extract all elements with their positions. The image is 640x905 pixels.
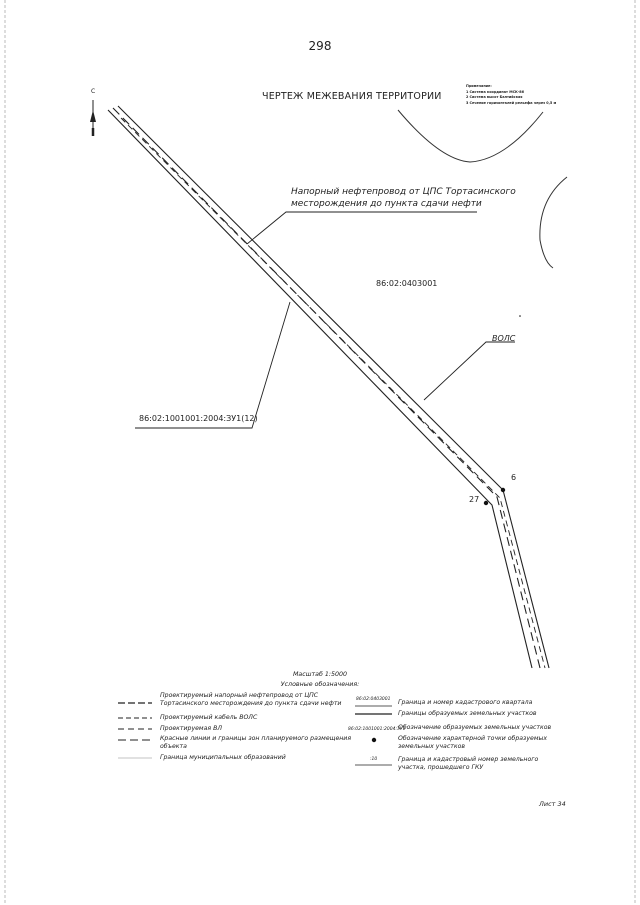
- legend-sample-parcel: 86:02:1001001:2004:ЗУ1: [348, 727, 406, 732]
- legend-item-gku-text2: участка, прошедшего ГКУ: [398, 763, 484, 771]
- pipeline-label-line2: месторождения до пункта сдачи нефти: [291, 199, 482, 209]
- notes-heading: Примечание:: [466, 84, 492, 88]
- legend-sym-point: [372, 738, 376, 742]
- legend-item-gku: [398, 756, 538, 771]
- pipeline-label: [291, 186, 516, 210]
- legend-item-point-text2: земельных участков: [398, 742, 466, 750]
- small-dot: [519, 315, 521, 317]
- north-letter: С: [91, 88, 96, 95]
- north-arrow-head: [90, 110, 96, 122]
- cable-leader: [424, 342, 515, 400]
- legend-item-red-lines-text1: Красные линии и границы зон планируемого размещения: [160, 735, 352, 742]
- legend-item-pipeline: [160, 692, 341, 707]
- municipal-boundary-curve-1: [398, 110, 543, 162]
- parcel-leader: [135, 302, 290, 428]
- legend-item-red-lines: [160, 735, 351, 750]
- note-3: 3 Сечение горизонталей рельефа через 0,5 м: [466, 100, 557, 105]
- legend-item-red-lines-text2: объекта: [160, 742, 187, 750]
- legend-heading: Условные обозначения:: [280, 681, 360, 688]
- point-6-label: 6: [511, 473, 517, 482]
- pipeline-label-line1: Напорный нефтепровод от ЦПС Тортасинского: [291, 187, 516, 197]
- legend-item-municipal: Граница муниципальных образований: [160, 754, 286, 761]
- legend-item-point: [398, 735, 547, 750]
- parcel-label: 86:02:1001001:2004:ЗУ1(12): [139, 414, 258, 423]
- legend-sample-quarter: 86:02:0403001: [356, 697, 391, 702]
- boundary-point-6: [501, 488, 505, 492]
- legend-item-pipeline-text1: Проектируемый напорный нефтепровод от ЦПС: [160, 692, 319, 699]
- legend-item-gku-text1: Граница и кадастровый номер земельного: [398, 756, 539, 763]
- note-2: 2 Система высот Балтийская: [466, 95, 523, 100]
- legend-item-vl: Проектируемая ВЛ: [160, 725, 222, 732]
- note-1: 1 Система координат МСК-86: [466, 89, 524, 94]
- pipeline-leader: [247, 212, 477, 244]
- boundary-point-27: [484, 501, 488, 505]
- point-27-label: 27: [469, 495, 480, 504]
- legend-item-quarter: Граница и номер кадастрового квартала: [398, 699, 533, 706]
- sheet-label: Лист 34: [539, 800, 566, 808]
- drawing-title: ЧЕРТЕЖ МЕЖЕВАНИЯ ТЕРРИТОРИИ: [262, 91, 442, 102]
- notes-block: [466, 84, 556, 106]
- quarter-code: 86:02:0403001: [376, 279, 438, 288]
- municipal-boundary-curve-2: [540, 177, 567, 268]
- legend-item-point-text1: Обозначение характерной точки образуемых: [398, 735, 548, 742]
- legend-item-cable: Проектируемый кабель ВОЛС: [160, 714, 258, 721]
- cable-label: ВОЛС: [492, 334, 516, 343]
- legend-item-parcel-id: Обозначение образуемых земельных участков: [398, 724, 552, 731]
- legend-sample-gku: :10: [370, 757, 378, 762]
- scale-label: Масштаб 1:5000: [292, 671, 348, 678]
- page-number: 298: [308, 39, 332, 53]
- legend-item-pipeline-text2: Тортасинского месторождения до пункта сдачи нефти: [160, 699, 342, 707]
- legend-item-parcel-boundary: Границы образуемых земельных участков: [398, 710, 537, 717]
